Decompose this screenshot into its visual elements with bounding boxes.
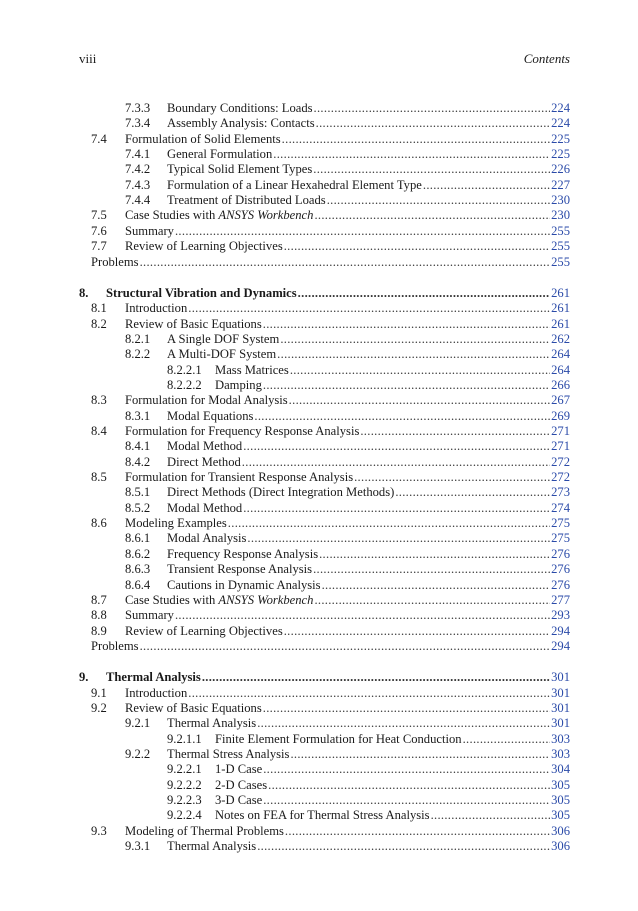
dot-leader [140,255,551,270]
toc-page-link[interactable]: 303 [551,747,570,761]
toc-entry[interactable] [125,409,570,424]
toc-entry[interactable] [125,178,570,193]
dot-leader [319,547,550,562]
toc-page-link[interactable]: 272 [551,454,570,469]
toc-entry-number: 8.5.1 [125,485,151,500]
toc-entry[interactable] [91,317,570,332]
toc-entry[interactable] [167,378,570,393]
toc-page-link[interactable]: 306 [551,823,570,838]
toc-entry-title: A Single DOF System [167,331,280,346]
toc-page-link[interactable]: 276 [551,562,570,577]
toc-page-link[interactable]: 303 [551,731,570,746]
toc-entry-title: Frequency Response Analysis [167,546,319,561]
toc-entry[interactable] [125,147,570,162]
toc-page-link[interactable]: 294 [551,623,570,638]
toc-entry-title: Direct Methods (Direct Integration Methods) [167,485,395,500]
toc-entry[interactable] [91,593,570,608]
toc-page-link[interactable]: 275 [551,531,570,546]
toc-entry-title: General Formulation [167,147,273,162]
toc-entry[interactable] [125,547,570,562]
toc-entry[interactable] [125,485,570,500]
toc-page-link[interactable]: 275 [551,516,570,531]
toc-entry-number: 9. [79,670,89,685]
toc-entry[interactable] [125,193,570,208]
dot-leader [463,732,551,747]
toc-entry-number: 8.5.2 [125,500,151,515]
toc-entry-title: Problems [91,254,139,269]
running-title: Contents [523,51,570,66]
dot-leader [314,208,550,223]
dot-leader [273,147,550,162]
toc-page-link[interactable]: 261 [551,301,570,316]
toc-page-link[interactable]: 271 [551,424,570,438]
toc-entry[interactable] [91,686,570,701]
toc-entry-number: 8.5 [91,470,107,485]
toc-entry-title: Structural Vibration and Dynamics [106,285,297,300]
dot-leader [313,162,550,177]
dot-leader [298,286,550,301]
toc-entry[interactable] [91,608,570,623]
toc-entry[interactable] [167,762,570,777]
toc-page-link[interactable]: 225 [551,131,570,146]
toc-entry-number: 9.2 [91,700,107,715]
toc-entry-number: 7.4.4 [125,193,151,208]
toc-entry-title: Boundary Conditions: Loads [167,101,313,115]
dot-leader [354,470,550,485]
toc-entry[interactable] [91,301,570,316]
toc-entry[interactable] [91,208,570,223]
dot-leader [423,178,550,193]
toc-entry-title: Finite Element Formulation for Heat Conduction [215,731,462,746]
toc-entry-number: 7.5 [91,208,107,223]
toc-entry-number: 7.7 [91,239,107,254]
toc-entry-number: 7.4.2 [125,162,151,177]
dot-leader [263,762,550,777]
toc-entry[interactable] [167,793,570,808]
toc-entry-title: Summary [125,608,174,623]
toc-page-link[interactable]: 269 [551,408,570,423]
dot-leader [280,332,550,347]
toc-entry-title: Formulation of a Linear Hexahedral Element Type [167,177,422,192]
toc-entry-number: 8.6.2 [125,546,151,561]
toc-entry-title: A Multi-DOF System [167,347,277,362]
toc-page-link[interactable]: 264 [551,362,570,377]
toc-page-link[interactable]: 230 [551,208,570,223]
toc-entry-title: 3-D Case [215,793,263,808]
toc-entry-number: 9.3 [91,823,107,838]
toc-entry-title: Introduction [125,685,188,700]
toc-entry-title: Modal Method [167,439,243,454]
toc-entry-title: Notes on FEA for Thermal Stress Analysis [215,808,430,823]
toc-entry[interactable] [167,732,570,747]
toc-entry[interactable] [91,393,570,408]
toc-page-link[interactable]: 276 [551,546,570,561]
toc-page-link[interactable]: 261 [551,316,570,331]
toc-page-link[interactable]: 267 [551,393,570,408]
dot-leader [263,701,550,716]
toc-entry-title-italic: ANSYS Workbench [218,208,314,223]
dot-leader [263,793,550,808]
dot-leader [290,363,550,378]
toc-page-link[interactable]: 277 [551,592,570,607]
dot-leader [327,193,550,208]
toc-page-link[interactable]: 305 [551,777,570,792]
toc-entry[interactable] [125,562,570,577]
dot-leader [277,347,550,362]
toc-page-link[interactable]: 224 [551,116,570,131]
toc-entry-title: Assembly Analysis: Contacts [167,116,315,131]
toc-page-link[interactable]: 264 [551,347,570,362]
toc-entry-number: 8.7 [91,592,107,607]
toc-entry-title: Formulation for Transient Response Analysis [125,470,354,485]
toc-page-link[interactable]: 294 [551,638,570,653]
dot-leader [431,808,551,823]
toc-chapter-entry[interactable] [79,286,570,301]
toc-entry-title: Case Studies with ANSYS Workbench [125,592,314,607]
dot-leader [282,132,550,147]
dot-leader [188,686,550,701]
toc-entry-title: Modeling Examples [125,516,227,531]
toc-page-link[interactable]: 276 [551,577,570,592]
dot-leader [360,424,550,439]
toc-entry-number: 9.2.2.3 [167,793,202,808]
page-number: viii [79,51,97,66]
toc-entry-title: Transient Response Analysis [167,562,313,577]
toc-page-link[interactable]: 227 [551,177,570,192]
toc-page-link[interactable]: 273 [551,485,570,500]
toc-page-link[interactable]: 293 [551,608,570,623]
dot-leader [175,224,550,239]
dot-leader [243,501,550,516]
toc-entry-title: Introduction [125,301,188,316]
toc-entry-number: 8.4.2 [125,454,151,469]
toc-entry-number: 9.2.2 [125,747,151,761]
dot-leader [140,639,551,654]
dot-leader [257,839,550,854]
dot-leader [263,378,550,393]
toc-entry[interactable] [91,639,570,654]
toc-entry-number: 8.2 [91,316,107,331]
toc-entry[interactable] [167,778,570,793]
dot-leader [243,439,550,454]
toc-entry-number: 9.2.1.1 [167,731,202,746]
toc-entry-number: 7.4 [91,131,107,146]
toc-entry-number: 7.3.4 [125,116,151,131]
toc-entry-title: Summary [125,223,174,238]
toc-entry[interactable] [91,701,570,716]
toc-entry-number: 9.3.1 [125,839,151,854]
toc-page-link[interactable]: 274 [551,500,570,515]
toc-entry-number: 9.2.1 [125,716,151,731]
toc-entry-number: 7.4.1 [125,147,151,162]
dot-leader [316,116,550,131]
toc-entry-number: 9.1 [91,685,107,700]
dot-leader [322,578,551,593]
dot-leader [313,562,550,577]
toc-page-link[interactable]: 255 [551,223,570,238]
dot-leader [395,485,550,500]
toc-page-link[interactable]: 271 [551,439,570,454]
dot-leader [314,101,551,116]
toc-entry-title: Thermal Analysis [106,670,201,685]
toc-entry-number: 8.4 [91,424,107,438]
toc-entry-number: 7.3.3 [125,101,151,115]
toc-entry[interactable] [91,516,570,531]
toc-entry[interactable] [125,332,570,347]
toc-entry-number: 8.6.4 [125,577,151,592]
toc-entry[interactable] [91,824,570,839]
toc-entry[interactable] [91,424,570,439]
dot-leader [314,593,550,608]
toc-entry-title: Problems [91,638,139,653]
toc-entry-title: Formulation for Frequency Response Analysis [125,424,360,438]
toc-entry[interactable] [91,239,570,254]
dot-leader [228,516,550,531]
toc-page-link[interactable]: 301 [551,670,570,685]
toc-entry-number: 8.2.2 [125,347,151,362]
toc-entry[interactable] [91,255,570,270]
toc-page-link[interactable]: 261 [551,285,570,300]
toc-page-link[interactable]: 255 [551,239,570,254]
toc-entry-number: 8.2.2.2 [167,377,202,392]
toc-entry-number: 8.4.1 [125,439,151,454]
toc-entry-title: Mass Matrices [215,362,289,377]
toc-entry-number: 9.2.2.2 [167,777,202,792]
toc-page-link[interactable]: 301 [551,685,570,700]
toc-entry-title: Review of Learning Objectives [125,239,283,254]
toc-page-link[interactable]: 255 [551,254,570,269]
toc-entry[interactable] [125,578,570,593]
toc-entry-title: Modal Equations [167,408,254,423]
toc-page-link[interactable]: 306 [551,839,570,854]
toc-entry-number: 8.3.1 [125,408,151,423]
toc-page-link[interactable]: 305 [551,793,570,808]
toc-entry[interactable] [125,716,570,731]
toc-entry-title: Modal Analysis [167,531,247,546]
toc-entry-title: Case Studies with ANSYS Workbench [125,208,314,223]
toc-entry-number: 8.3 [91,393,107,408]
dot-leader [175,608,550,623]
toc-entry-title: Treatment of Distributed Loads [167,193,326,208]
toc-entry[interactable] [125,839,570,854]
toc-page-link[interactable]: 226 [551,162,570,177]
dot-leader [257,716,550,731]
toc-entry-title: Review of Basic Equations [125,316,262,331]
toc-entry[interactable] [167,363,570,378]
dot-leader [284,239,550,254]
dot-leader [202,670,550,685]
toc-entry-title: Typical Solid Element Types [167,162,313,177]
toc-entry[interactable] [125,455,570,470]
toc-entry-title: Thermal Analysis [167,839,257,854]
toc-entry[interactable] [91,132,570,147]
toc-entry[interactable] [91,624,570,639]
toc-entry-number: 8.6.3 [125,562,151,577]
dot-leader [247,531,550,546]
toc-entry-title: Direct Method [167,454,241,469]
toc-page-link[interactable]: 225 [551,147,570,162]
toc-entry[interactable] [125,116,570,131]
dot-leader [188,301,550,316]
toc-entry[interactable] [125,162,570,177]
toc-entry-number: 8.2.2.1 [167,362,202,377]
dot-leader [242,455,550,470]
toc-entry[interactable] [167,808,570,823]
toc-entry-title-italic: ANSYS Workbench [218,592,314,607]
dot-leader [284,624,550,639]
toc-entry-title: Review of Learning Objectives [125,623,283,638]
toc-entry-number: 8.2.1 [125,331,151,346]
toc-chapter-entry[interactable] [79,670,570,685]
toc-entry-title: 1-D Case [215,762,263,777]
toc-entry-title: Thermal Stress Analysis [167,747,290,761]
toc-entry-title: 2-D Cases [215,777,268,792]
toc-entry-title: Damping [215,377,262,392]
toc-entry-number: 8.9 [91,623,107,638]
toc-entry[interactable] [125,501,570,516]
toc-entry[interactable] [91,470,570,485]
toc-entry-title: Cautions in Dynamic Analysis [167,577,321,592]
toc-entry-number: 9.2.2.4 [167,808,202,823]
toc-page-link[interactable]: 305 [551,808,570,823]
toc-entry-title: Modal Method [167,500,243,515]
toc-entry[interactable] [125,439,570,454]
toc-entry-number: 8.6 [91,516,107,531]
dot-leader [254,409,550,424]
toc-entry-number: 8. [79,285,89,300]
toc-entry[interactable] [91,224,570,239]
dot-leader [289,393,550,408]
dot-leader [285,824,550,839]
toc-entry[interactable] [125,101,570,116]
toc-entry-number: 7.6 [91,223,107,238]
toc-entry-number: 8.8 [91,608,107,623]
toc-entry-title: Modeling of Thermal Problems [125,823,284,838]
toc-entry[interactable] [125,747,570,762]
toc-page-link[interactable]: 301 [551,700,570,715]
toc-entry-title: Formulation for Modal Analysis [125,393,288,408]
dot-leader [290,747,550,762]
toc-entry-number: 8.6.1 [125,531,151,546]
toc-entry[interactable] [125,531,570,546]
dot-leader [263,317,550,332]
toc-page-link[interactable]: 230 [551,193,570,208]
toc-entry-title: Thermal Analysis [167,716,257,731]
toc-entry-number: 8.1 [91,301,107,316]
dot-leader [268,778,550,793]
toc-page-link[interactable]: 224 [551,101,570,115]
toc-page-link[interactable]: 301 [551,716,570,731]
toc-page-link[interactable]: 266 [551,377,570,392]
toc-page-link[interactable]: 304 [551,762,570,777]
toc-entry-number: 9.2.2.1 [167,762,202,777]
toc-entry[interactable] [125,347,570,362]
toc-entry-title: Review of Basic Equations [125,700,262,715]
toc-page-link[interactable]: 272 [551,470,570,485]
toc-entry-title: Formulation of Solid Elements [125,131,281,146]
toc-entry-number: 7.4.3 [125,177,151,192]
toc-page-link[interactable]: 262 [551,331,570,346]
